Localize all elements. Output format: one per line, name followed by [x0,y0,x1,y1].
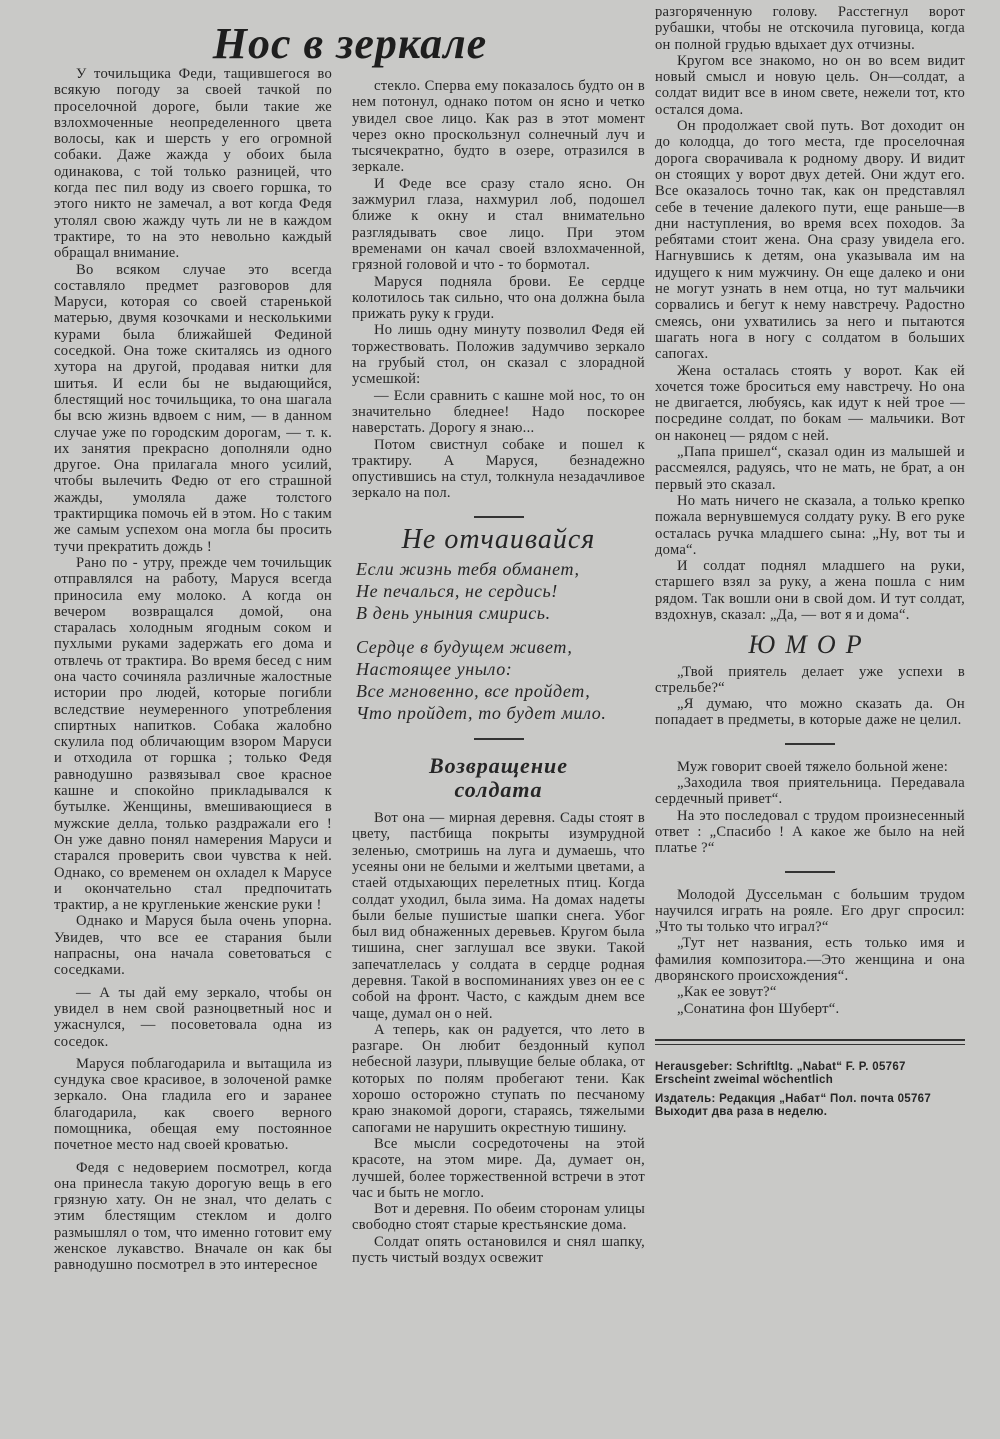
paragraph: — А ты дай ему зеркало, чтобы он увидел в нем свой разноцветный нос и ужаснулся, — посоветовала одна из соседок. [54,984,332,1050]
column-1 [54,66,332,1274]
poem-line: В день уныния смирись. [356,603,551,624]
poem-line: Настоящее уныло: [356,659,513,680]
poem-title: Не отчаивайся [401,523,596,555]
paragraph: Вот она — мирная деревня. Сады стоят в цвету, пастбища покрыты изумрудной зеленью, смотришь на луга и думаешь, что усеяны они не белыми и желтыми цветами, а стаей отдыхающих перелетных птиц. Когда солдат уходил, была зима. На домах надеты были белые пушистые шапки снега. Убог был вид обнаженных деревьев. Кругом была тишина, снег заглушал все звуки. Такой запечатлелась у солдата в сердце родная деревня. Такой в воспоминаниях увез он ее с собой на фронт. Часто, с каждым днем все чаще, думал он о ней. [352,810,645,1022]
poem-line: Если жизнь тебя обманет, [356,559,580,580]
paragraph: Потом свистнул собаке и пошел к трактиру. А Маруся, безнадежно опустившись на стул, толкнула незадачливое зеркало на пол. [352,436,645,502]
paragraph: „Папа пришел“, сказал один из малышей и рассмеялся, радуясь, что не мать, не брат, а он первый это сказал. [655,444,965,493]
paragraph: И солдат поднял младшего на руки, старшего взял за руку, а жена пошла с ним рядом. Так вошли они в свой дом. И тут солдат, вздохнув, сказал: „Да, — вот я и дома“. [655,558,965,623]
paragraph: Все мысли сосредоточены на этой красоте, на этом мире. Да, думает он, лучшей, более торжественной встречи в этот час и быть не могло. [352,1135,645,1201]
story-title-line: солдата [454,777,543,803]
divider [474,738,524,740]
paragraph: Кругом все знакомо, но он во всем видит новый смысл и новую цель. Он—солдат, а солдат видит все в ином свете, нежели тот, кто остался дома. [655,52,965,118]
joke-line: „Заходила твоя приятельница. Передавала сердечный привет“. [655,775,965,808]
joke-line: „Сонатина фон Шуберт“. [677,1000,840,1017]
paragraph: Маруся подняла брови. Ее сердце колотилось так сильно, что она должна была прижать руку к груди. [352,273,645,323]
poem-stanza [356,636,645,724]
joke-line: „Твой приятель делает уже успехи в стрельбе?“ [655,663,965,696]
divider [474,516,524,518]
story-title [352,754,645,802]
joke-line: „Я думаю, что можно сказать да. Он попадает в предметы, в которые даже не целил. [655,696,965,729]
humor-title: ЮМОР [748,630,872,660]
imprint-russian [655,1093,965,1119]
paragraph: Вот и деревня. По обеим сторонам улицы свободно стоят старые крестьянские дома. [352,1201,645,1234]
paragraph: Солдат опять остановился и снял шапку, пусть чистый воздух освежит [352,1233,645,1267]
paragraph: Маруся поблагодарила и вытащила из сундука свое красивое, в золоченой рамке зеркало. Она гладила его и заранее благодарила, как своего верного помощника, обещая ему постоянное почетное место над своей кроватью. [54,1055,332,1154]
joke-line: Муж говорит своей тяжело больной жене: [677,758,949,775]
paragraph: стекло. Сперва ему показалось будто он в нем потонул, однако потом он ясно и четко увидел свое лицо. Как раз в этот момент через окно проскользнул солнечный луч и тысячекратно, будто в озере, отразился в зеркале. [352,78,645,176]
paragraph: разгоряченную голову. Расстегнул ворот рубашки, чтобы не отскочила пуговица, когда он полной грудью вдыхает дух отчизны. [655,4,965,53]
paragraph: Во всяком случае это всегда составляло предмет разговоров для Маруси, которая со своей старенькой матерью, двумя козочками и несколькими курами была ближайшей Фединой соседкой. Она тоже скиталясь из одного хутора на другой, продавая нитки для шитья. И если бы не выдающийся, блестящий нос точильщика, то она шагала бы всю жизнь вдвоем с ним, — в данном случае уже по городским дорогам, — т. к. их занятия прекрасно дополняли одно другое. Она прилагала много усилий, чтобы вылечить Федю от его страшной жажды, умоляла даже толстого трактирщика помочь ей в этом. Но с таким же самым успехом она могла бы просить тучи прекратить дождь ! [54,261,332,555]
paragraph: Федя с недоверием посмотрел, когда она принесла такую дорогую вещь в его грязную хату. Он не знал, что делать с этим блестящим стеклом и долго размышлял о том, что именно готовит ему женское лукавство. Вначале он как бы равнодушно посмотрел в это интересное [54,1159,332,1274]
divider [785,871,835,873]
column-3 [655,4,965,1125]
divider [785,743,835,745]
joke-line: „Как ее зовут?“ [677,984,777,1001]
joke-line: На это последовал с трудом произнесенный ответ : „Спасибо ! А какое же было на ней платье ?“ [655,807,965,857]
paragraph: — Если сравнить с кашне мой нос, то он значительно бледнее! Надо поскорее наверстать. Дорогу я знаю... [352,387,645,437]
double-rule [655,1039,965,1045]
imprint-line: Выходит два раза в неделю. [655,1105,828,1118]
paragraph: Жена осталась стоять у ворот. Как ей хочется тоже броситься ему навстречу. Но она не двигается, любуясь, как идут к ней трое — посредине солдат, по бокам — мальчики. Вот он наконец — рядом с ней. [655,362,965,444]
poem-stanza [356,558,645,624]
column-2 [352,78,645,1266]
imprint-line: Издатель: Редакция „Набат“ Пол. почта 05767 [655,1092,932,1105]
joke-line: Молодой Дуссельман с большим трудом научился играть на рояле. Его друг спросил: „Что ты только что играл?“ [655,886,965,936]
paragraph: А теперь, как он радуется, что лето в разгаре. Он любит бездонный купол небесной лазури, плывущие белые облака, от которых по полям пробегают тени. Как хорошо осторожно ступать по песчаному краю знакомой дороги, стараясь, тяжелыми сапогами не нарушить окрестную тишину. [352,1021,645,1136]
paragraph: Но лишь одну минуту позволил Федя ей торжествовать. Положив задумчиво зеркало на грубый стол, он сказал с злорадной усмешкой: [352,322,645,388]
story-title-line: Возвращение [428,753,569,779]
imprint-german [655,1061,965,1087]
paragraph: Однако и Маруся была очень упорна. Увидев, что все ее старания были напрасны, она начала советоваться с соседками. [54,913,332,979]
imprint-line: Herausgeber: Schriftltg. „Nabat“ F. P. 05767 [655,1060,906,1073]
joke-line: „Тут нет названия, есть только имя и фамилия композитора.—Это женщина и она дворянского происхождения“. [655,935,965,985]
article-title: Нос в зеркале [212,19,488,68]
imprint-line: Erscheint zweimal wöchentlich [655,1073,834,1086]
paragraph: Рано по - утру, прежде чем точильщик отправлялся на работу, Маруся всегда приносила ему молоко. А когда он вечером возвращался домой, она старалась холодным ягодным соком и пухлыми руками задержать его дома и отвлечь от трактира. Во время бесед с ним она часто сочиняла различные жалостные истории про людей, которые погибли вследствие неумеренного употребления спиртных напитков. Собака жалобно скулила под обличающим взором Маруси и отходила от горшка ; только Федя равнодушно развязывал свое красное кашне и спокойно прикладывался к бутылке. Женщины, вмешивающиеся в мужские делла, только раздражали его ! Он уже давно понял намерения Маруси и старался проверить свои чувства к ней. Однако, со временем он охладел к Марусе и окончательно стал предпочитать трактир, а не кругленькие женские руки ! [54,554,332,914]
paragraph: И Феде все сразу стало ясно. Он зажмурил глаза, нахмурил лоб, подошел ближе к окну и стал внимательно разглядывать свое лицо. При этом временами он качал своей взлохмаченной, грязной головой и что - то бормотал. [352,175,645,274]
paragraph: Он продолжает свой путь. Вот доходит он до колодца, до того места, где проселочная дорога сворачивала к родному двору. И видит он стоящих у ворот двух детей. Они ждут его. Все оказалось точно так, как он представлял себе в течение далекого пути, еще раньше—в дни наступления, во время всех походов. За ребятами стоит жена. Она сразу увидела его. Нагнувшись к детям, она указывала им на идущего к ним мужчину. Он еще далеко и они не могут узнать в нем отца, но тут мальчики сорвались и бегут к нему навстречу. Радостно смеясь, они ухватились за него и пытаются шагать нога в ногу с солдатом в больших сапогах. [655,118,965,363]
poem-line: Не печалься, не сердись! [356,581,558,602]
paragraph: У точильщика Феди, тащившегося во всякую погоду за своей тачкой по проселочной дороге, были такие же взлохмоченные неопределенного цвета волосы, как и шерсть у его огромной собаки. Даже жажда у обоих была одинакова, с той только разницей, что когда пес пил воду из своего горшка, то этого никто не замечал, а вот когда Федя утолял свою жажду чуть ли не в каждом трактире, то на это невольно каждый обращал внимание. [54,66,332,262]
poem-line: Что пройдет, то будет мило. [356,703,607,724]
poem-line: Все мгновенно, все пройдет, [356,681,591,702]
poem-line: Сердце в будущем живет, [356,637,573,658]
paragraph: Но мать ничего не сказала, а только крепко пожала вернувшемуся солдату руку. В его руке осталась ручка младшего сына: „Ну, вот ты и дома“. [655,492,965,558]
